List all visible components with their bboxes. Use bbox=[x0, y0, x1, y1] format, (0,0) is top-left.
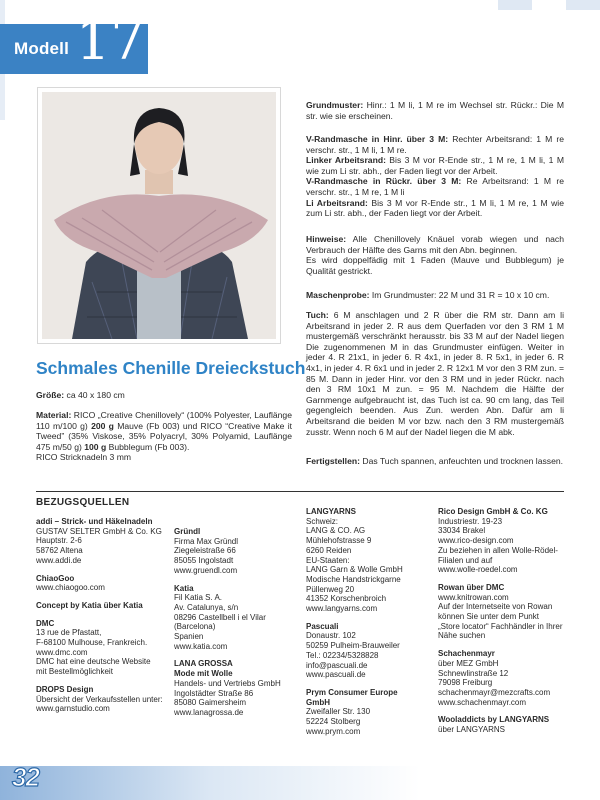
material-text: Bubblegum (Fb 003). bbox=[106, 441, 190, 452]
hinweise-text: Alle Chenillovely Knäuel vorab wiegen und nach Verbrauch der Hälfte des Garns mit den Abn. beginnen. bbox=[306, 234, 564, 255]
supplier-entry bbox=[438, 507, 568, 575]
supplier-link[interactable]: www.garnstudio.com bbox=[36, 704, 110, 714]
vr-hinr-text: Rechter Arbeitsrand: 1 M re verschr. str., 1 M li, 1 M re. bbox=[306, 134, 564, 155]
supplier-line: (Barcelona) bbox=[174, 622, 216, 632]
linker-text: Bis 3 M vor R-Ende str., 1 M re, 1 M li, 1 M wie zum Li str. abh., der Faden liegt vor der Arbeit. bbox=[306, 155, 564, 176]
sources-column bbox=[306, 507, 436, 744]
supplier-entry bbox=[36, 574, 166, 593]
pattern-title: Schmales Chenille Dreieckstuch bbox=[36, 358, 306, 378]
supplier-line: 50259 Pulheim-Brauweiler bbox=[306, 641, 400, 651]
sources-column bbox=[174, 527, 304, 726]
grundmuster-para bbox=[306, 100, 564, 121]
supplier-name: Concept by Katia über Katia bbox=[36, 600, 143, 610]
supplier-line: LANG & CO. AG bbox=[306, 526, 366, 536]
supplier-link[interactable]: www.prym.com bbox=[306, 726, 361, 736]
supplier-entry bbox=[174, 584, 304, 652]
fertig-label: Fertigstellen: bbox=[306, 456, 360, 466]
supplier-line: Industriestr. 19-23 bbox=[438, 516, 503, 526]
supplier-line: „Store locator“ Fachhändler in Ihrer bbox=[438, 621, 563, 631]
supplier-line: Ingolstädter Straße 86 bbox=[174, 688, 254, 698]
supplier-entry bbox=[438, 715, 568, 734]
li-label: Li Arbeitsrand: bbox=[306, 197, 368, 208]
fertigstellen-para bbox=[306, 456, 564, 467]
maschenprobe-text: Im Grundmuster: 22 M und 31 R = 10 x 10 cm. bbox=[369, 290, 550, 300]
supplier-link[interactable]: www.chiaogoo.com bbox=[36, 583, 105, 593]
supplier-line: Zweifaller Str. 130 bbox=[306, 707, 371, 717]
supplier-name: Rico Design GmbH & Co. KG bbox=[438, 507, 548, 516]
page-number: 32 bbox=[12, 762, 39, 792]
grundmuster-label: Grundmuster: bbox=[306, 100, 364, 110]
supplier-entry bbox=[306, 622, 436, 680]
hinweise-text: Es wird doppelfädig mit 1 Faden (Mauve und Bubblegum) je Qualität gestrickt. bbox=[306, 255, 564, 276]
supplier-line: können Sie unter dem Punkt bbox=[438, 612, 539, 622]
material-block bbox=[36, 410, 292, 463]
supplier-line: Schweiz: bbox=[306, 516, 339, 526]
grundmuster-text: Hinr.: 1 M li, 1 M re im Wechsel str. Rückr.: Die M str. wie sie erscheinen. bbox=[306, 100, 564, 121]
supplier-entry bbox=[174, 659, 304, 717]
size-value: ca 40 x 180 cm bbox=[64, 390, 125, 400]
supplier-entry bbox=[36, 517, 166, 566]
supplier-line: Spanien bbox=[174, 632, 204, 642]
supplier-link[interactable]: info@pascuali.de bbox=[306, 660, 368, 670]
maschenprobe-para bbox=[306, 290, 564, 301]
footer-bar bbox=[0, 766, 600, 800]
supplier-line: 13 rue de Pfastatt, bbox=[36, 628, 102, 638]
material-amount: 200 g bbox=[91, 420, 114, 431]
supplier-link[interactable]: www.wolle-roedel.com bbox=[438, 565, 518, 575]
supplier-line: Firma Max Gründl bbox=[174, 536, 239, 546]
supplier-line: Av. Catalunya, s/n bbox=[174, 602, 239, 612]
supplier-line: über MEZ GmbH bbox=[438, 658, 499, 668]
supplier-name: ChiaoGoo bbox=[36, 573, 75, 583]
modell-label: Modell bbox=[14, 39, 70, 58]
supplier-name: DROPS Design bbox=[36, 684, 94, 694]
maschenprobe-label: Maschenprobe: bbox=[306, 290, 370, 300]
supplier-entry bbox=[438, 583, 568, 641]
supplier-line: 08296 Castellbell i el Vilar bbox=[174, 612, 266, 622]
supplier-name: Mode mit Wolle bbox=[174, 669, 233, 679]
needles-text: RICO Stricknadeln 3 mm bbox=[36, 452, 132, 463]
randmaschen-para bbox=[306, 134, 564, 219]
supplier-entry bbox=[174, 527, 304, 576]
supplier-line: Modische Handstrickgarne bbox=[306, 574, 401, 584]
supplier-link[interactable]: www.schachenmayr.com bbox=[438, 697, 527, 707]
supplier-line: 85055 Ingolstadt bbox=[174, 556, 234, 566]
tuch-label: Tuch: bbox=[306, 310, 329, 320]
supplier-name: Wooladdicts by LANGYARNS bbox=[438, 715, 550, 725]
supplier-link[interactable]: www.lanagrossa.de bbox=[174, 707, 244, 717]
supplier-name: Gründl bbox=[174, 527, 201, 536]
section-divider bbox=[36, 491, 564, 492]
supplier-link[interactable]: www.addi.de bbox=[36, 555, 82, 565]
material-label: Material: bbox=[36, 410, 72, 420]
linker-label: Linker Arbeitsrand: bbox=[306, 155, 386, 166]
supplier-line: 33034 Brakel bbox=[438, 526, 486, 536]
supplier-link[interactable]: schachenmayr@mezcrafts.com bbox=[438, 687, 551, 697]
supplier-name: Katia bbox=[174, 583, 194, 593]
supplier-entry bbox=[306, 688, 436, 737]
supplier-line: 58762 Altena bbox=[36, 546, 83, 556]
supplier-link[interactable]: www.pascuali.de bbox=[306, 670, 366, 680]
supplier-name: Rowan über DMC bbox=[438, 582, 505, 592]
sources-column bbox=[438, 507, 568, 743]
size-line bbox=[36, 390, 292, 401]
hinweise-para bbox=[306, 234, 564, 276]
supplier-line: EU-Staaten: bbox=[306, 555, 350, 565]
fertig-text: Das Tuch spannen, anfeuchten und trocknen lassen. bbox=[359, 456, 564, 466]
supplier-entry bbox=[306, 507, 436, 614]
vr-rueckr-text: Re Arbeitsrand: 1 M re verschr. str., 1 M re, 1 M li bbox=[306, 176, 564, 197]
supplier-line: 41352 Korschenbroich bbox=[306, 594, 387, 604]
supplier-link[interactable]: www.knitrowan.com bbox=[438, 592, 509, 602]
material-text: Mauve (Fb 003) und RICO “Creative Make it Tweed” (35% Viskose, 35% Polyacryl, 30% Polyamid, Lauflänge 475 m/50 g) bbox=[36, 420, 293, 452]
supplier-line: DMC hat eine deutsche Website bbox=[36, 657, 151, 667]
watermark: PassionForum.ru bbox=[521, 782, 590, 792]
supplier-line: Tel.: 02234/5328828 bbox=[306, 650, 379, 660]
modell-number: 17 bbox=[76, 9, 145, 72]
supplier-line: 6260 Reiden bbox=[306, 545, 352, 555]
model-illustration bbox=[42, 92, 276, 339]
tuch-text: 6 M anschlagen und 2 R über die RM str. Dann am li Arbeitsrand in jeder 2. R aus dem Querfaden vor den 3 RM 1 M mustergemäß verschränkt herausstr. bis 33 M auf der Nadel liegen Die zugenommenen M in das Grundmuster einfügen. Weiter in jeder 4. R 21x1, in jeder 6. R 4x1, in jeder 8. R 5x1, in jeder 6. R 4x1, in jeder 4. R 6x1 und in jeder 2. R 12x1 M vor den 3 RM zun. = 85 M. Dann in jeder Hinr. vor den 3 RM und in jeder Rückr. nach den 3 RM 10x1 M zun. = 95 M. Nachdem die Hälfte der Garnmenge aufgebraucht ist, das Tuch ist ca. 90 cm lang, das Teil gegengleich beenden. Aus Zun. werden Abn. Dafür am li Arbeitsrand die beiden M vor bzw. nach den 3 RM mustergemäß zusstr. Wenn noch 6 M auf der Nadel liegen die M abk. bbox=[306, 310, 564, 437]
supplier-name: addi – Strick- und Häkelnadeln bbox=[36, 517, 153, 526]
supplier-link[interactable]: www.dmc.com bbox=[36, 647, 88, 657]
vr-rueckr-label: V-Randmasche in Rückr. über 3 M: bbox=[306, 176, 462, 187]
supplier-line: 85080 Gaimersheim bbox=[174, 698, 247, 708]
material-text: RICO „Creative Chenillovely“ (100% Polyester, Lauflänge 110 m/100 g) bbox=[36, 410, 292, 431]
supplier-name: GmbH bbox=[306, 697, 330, 707]
supplier-name: Schachenmayr bbox=[438, 649, 495, 659]
supplier-name: LANA GROSSA bbox=[174, 659, 233, 669]
supplier-line: Ziegeleistraße 66 bbox=[174, 546, 236, 556]
vr-hinr-label: V-Randmasche in Hinr. über 3 M: bbox=[306, 134, 449, 144]
supplier-entry bbox=[438, 649, 568, 707]
supplier-entry bbox=[36, 685, 166, 714]
supplier-line: Fil Katia S. A. bbox=[174, 593, 223, 603]
tuch-para bbox=[306, 310, 564, 437]
supplier-name: Prym Consumer Europe bbox=[306, 687, 398, 697]
size-label: Größe: bbox=[36, 390, 65, 400]
supplier-name: LANGYARNS bbox=[306, 507, 356, 516]
supplier-line: Übersicht der Verkaufsstellen unter: bbox=[36, 694, 163, 704]
supplier-line: Püllenweg 20 bbox=[306, 584, 355, 594]
supplier-line: 79098 Freiburg bbox=[438, 678, 493, 688]
supplier-line: Handels- und Vertriebs GmbH bbox=[174, 678, 281, 688]
model-photo bbox=[38, 88, 280, 343]
supplier-line: Donaustr. 102 bbox=[306, 631, 356, 641]
supplier-line: Filialen und auf bbox=[438, 555, 493, 565]
supplier-line: F-68100 Mulhouse, Frankreich. bbox=[36, 638, 148, 648]
supplier-line: LANG Garn & Wolle GmbH bbox=[306, 565, 403, 575]
supplier-entry bbox=[36, 601, 166, 611]
supplier-line: 52224 Stolberg bbox=[306, 717, 361, 727]
corner-decoration bbox=[566, 0, 600, 10]
supplier-entry bbox=[36, 619, 166, 677]
supplier-line: Nähe suchen bbox=[438, 631, 486, 641]
supplier-name: DMC bbox=[36, 618, 55, 628]
supplier-line: Auf der Internetseite von Rowan bbox=[438, 602, 553, 612]
supplier-line: Hauptstr. 2-6 bbox=[36, 536, 82, 546]
hinweise-label: Hinweise: bbox=[306, 234, 347, 244]
material-amount: 100 g bbox=[84, 441, 107, 452]
supplier-link[interactable]: www.rico-design.com bbox=[438, 536, 514, 546]
li-text: Bis 3 M vor R-Ende str., 1 M li, 1 M re, 1 M wie zum Li str. abh., der Faden liegt vor der Arbeit. bbox=[306, 197, 564, 219]
sources-column bbox=[36, 517, 166, 722]
supplier-link[interactable]: www.langyarns.com bbox=[306, 604, 378, 614]
supplier-link[interactable]: www.katia.com bbox=[174, 641, 228, 651]
supplier-name: Pascuali bbox=[306, 621, 339, 631]
supplier-line: über LANGYARNS bbox=[438, 725, 505, 735]
supplier-link[interactable]: www.gruendl.com bbox=[174, 565, 238, 575]
sources-heading: BEZUGSQUELLEN bbox=[36, 497, 130, 508]
supplier-line: Mühlehofstrasse 9 bbox=[306, 536, 372, 546]
supplier-line: Zu beziehen in allen Wolle-Rödel- bbox=[438, 545, 558, 555]
supplier-line: GUSTAV SELTER GmbH & Co. KG bbox=[36, 526, 162, 536]
supplier-line: mit Bestellmöglichkeit bbox=[36, 667, 113, 677]
corner-decoration bbox=[498, 0, 532, 10]
supplier-line: Schnewlinstraße 12 bbox=[438, 668, 509, 678]
